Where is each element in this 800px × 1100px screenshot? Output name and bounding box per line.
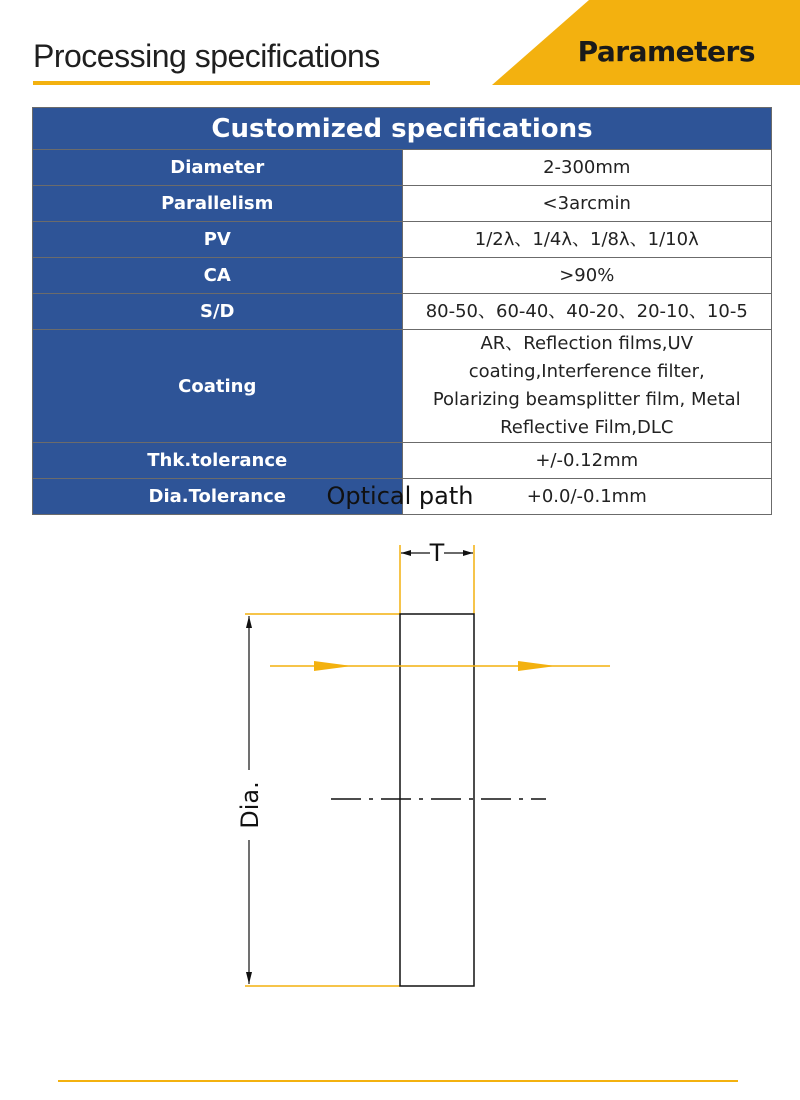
row-value-diameter: 2-300mm [402, 150, 772, 186]
row-label-dia-tolerance: Dia.Tolerance [33, 479, 403, 515]
row-value-ca: >90% [402, 258, 772, 294]
page-title: Processing specifications [33, 38, 380, 74]
ray-arrow-in-icon [314, 661, 352, 671]
parameters-label: Parameters [577, 35, 755, 68]
row-value-sd: 80-50、60-40、40-20、20-10、10-5 [402, 294, 772, 330]
diameter-arrow-down-icon [246, 972, 252, 984]
row-label-thk-tolerance: Thk.tolerance [33, 443, 403, 479]
diameter-label: Dia. [236, 781, 264, 829]
ray-arrow-out-icon [518, 661, 556, 671]
row-value-dia-tolerance: +0.0/-0.1mm [402, 479, 772, 515]
row-label-sd: S/D [33, 294, 403, 330]
optical-window [400, 614, 474, 986]
thickness-label: T [429, 539, 445, 567]
row-value-thk-tolerance: +/-0.12mm [402, 443, 772, 479]
row-label-coating: Coating [33, 330, 403, 443]
diagram-title: Optical path [326, 482, 474, 510]
thickness-arrow-right-icon [463, 550, 473, 556]
spec-table-title: Customized specifications [33, 108, 772, 150]
row-label-pv: PV [33, 222, 403, 258]
row-value-parallelism: <3arcmin [402, 186, 772, 222]
row-value-coating: AR、Reflection films,UV coating,Interference filter, Polarizing beamsplitter film, Metal Reflective Film,DLC [402, 330, 772, 443]
row-value-pv: 1/2λ、1/4λ、1/8λ、1/10λ [402, 222, 772, 258]
thickness-arrow-left-icon [401, 550, 411, 556]
row-label-parallelism: Parallelism [33, 186, 403, 222]
row-label-ca: CA [33, 258, 403, 294]
footer-divider [58, 1080, 738, 1082]
row-label-diameter: Diameter [33, 150, 403, 186]
diameter-arrow-up-icon [246, 616, 252, 628]
